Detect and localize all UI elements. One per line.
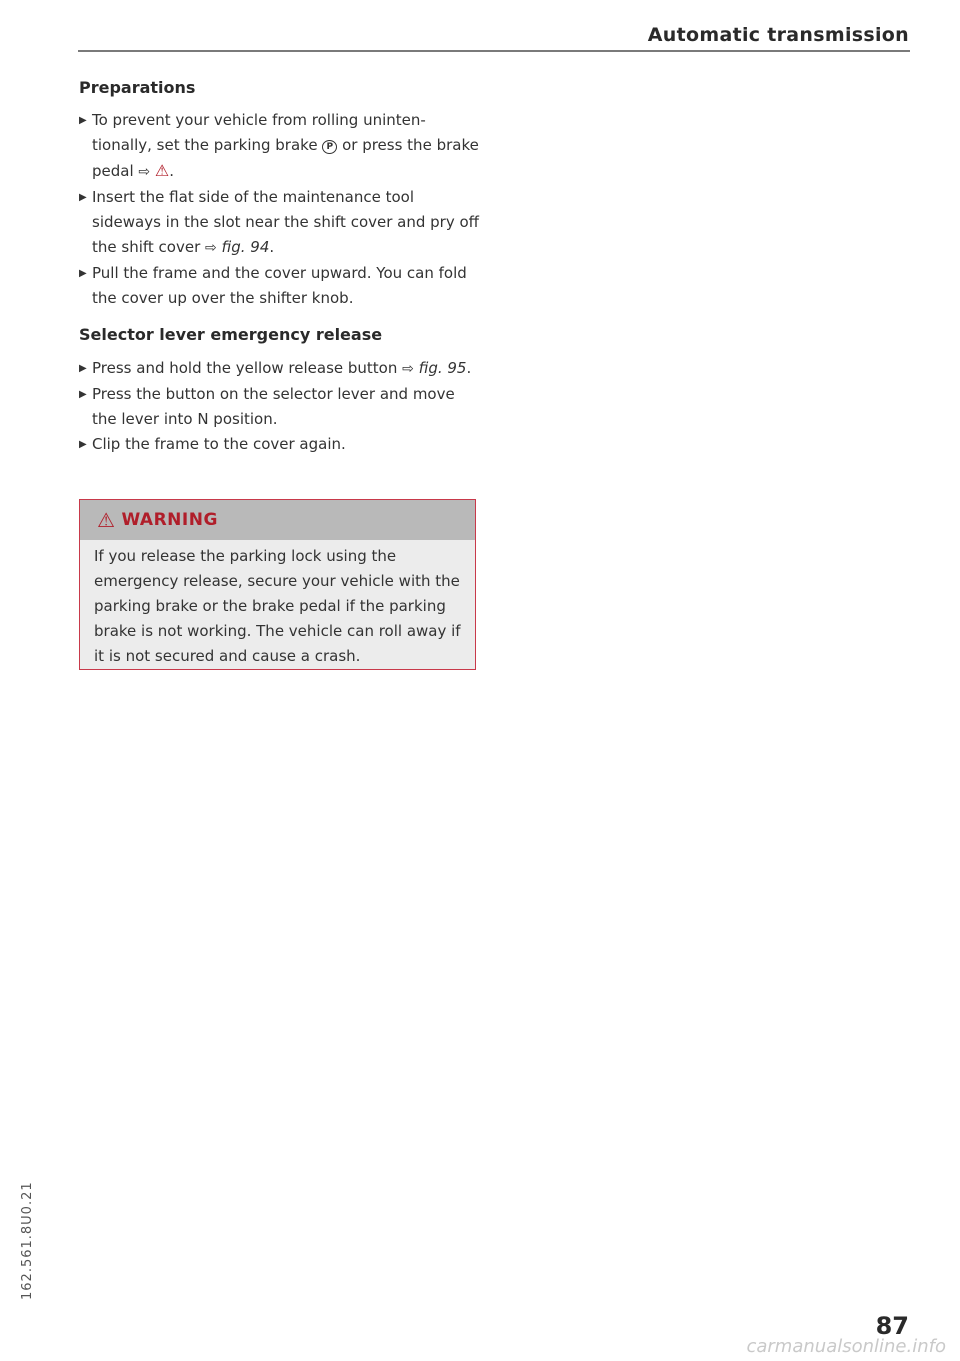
step-text: .	[269, 238, 275, 256]
bullet-icon: ▶	[79, 389, 87, 400]
step-text: Pull the frame and the cover upward. You can fold the cover up over the shifter knob.	[92, 264, 467, 307]
step-text: Insert the flat side of the maintenance tool sideways in the slot near the shift cover and pry off the shift cover	[92, 188, 479, 256]
section-preparations	[79, 76, 479, 311]
bullet-icon: ▶	[79, 192, 87, 203]
content-column	[79, 76, 479, 457]
step-text: or press the brake pedal	[92, 136, 479, 180]
parking-brake-icon: P	[322, 140, 337, 154]
list-item	[79, 356, 479, 382]
step-text: .	[169, 162, 175, 180]
reference-arrow-icon: ⇨	[205, 240, 217, 256]
warning-text: If you release the parking lock using the emergency release, secure your vehicle with the parking brake or the brake pedal if the parking brake is not working. The vehicle can roll away if it is not secured and cause a crash.	[94, 547, 461, 665]
chapter-title: Automatic transmission	[647, 24, 909, 46]
warning-box	[79, 499, 476, 670]
figure-reference-link[interactable]: fig. 95	[418, 359, 467, 377]
list-item	[79, 108, 479, 185]
step-list	[79, 108, 479, 311]
watermark: carmanualsonline.info	[746, 1336, 946, 1357]
warning-header	[80, 500, 475, 540]
document-code: 162.561.8U0.21	[20, 1181, 35, 1300]
warning-triangle-icon: ⚠	[97, 508, 116, 532]
section-selector-release	[79, 323, 479, 457]
section-heading: Preparations	[79, 78, 196, 97]
bullet-icon: ▶	[79, 115, 87, 126]
section-heading: Selector lever emergency release	[79, 325, 383, 344]
list-item	[79, 382, 479, 432]
list-item	[79, 261, 479, 311]
step-text: Press and hold the yellow release button	[92, 359, 403, 377]
reference-arrow-icon: ⇨	[402, 361, 414, 377]
bullet-icon: ▶	[79, 268, 87, 279]
step-text: .	[466, 359, 472, 377]
header-rule	[78, 50, 910, 52]
step-text: To prevent your vehicle from rolling unintentionally, set the parking brake	[92, 111, 426, 154]
step-list	[79, 356, 479, 457]
step-text: Clip the frame to the cover again.	[92, 435, 346, 453]
warning-title: WARNING	[121, 510, 218, 530]
warning-triangle-icon[interactable]: ⚠	[154, 161, 170, 180]
reference-arrow-icon: ⇨	[138, 164, 151, 180]
page-number: 87	[875, 1312, 909, 1340]
figure-reference-link[interactable]: fig. 94	[221, 238, 270, 256]
list-item	[79, 432, 479, 457]
step-text: Press the button on the selector lever and move the lever into N position.	[92, 385, 455, 428]
list-item	[79, 185, 479, 261]
bullet-icon: ▶	[79, 363, 87, 374]
bullet-icon: ▶	[79, 439, 87, 450]
